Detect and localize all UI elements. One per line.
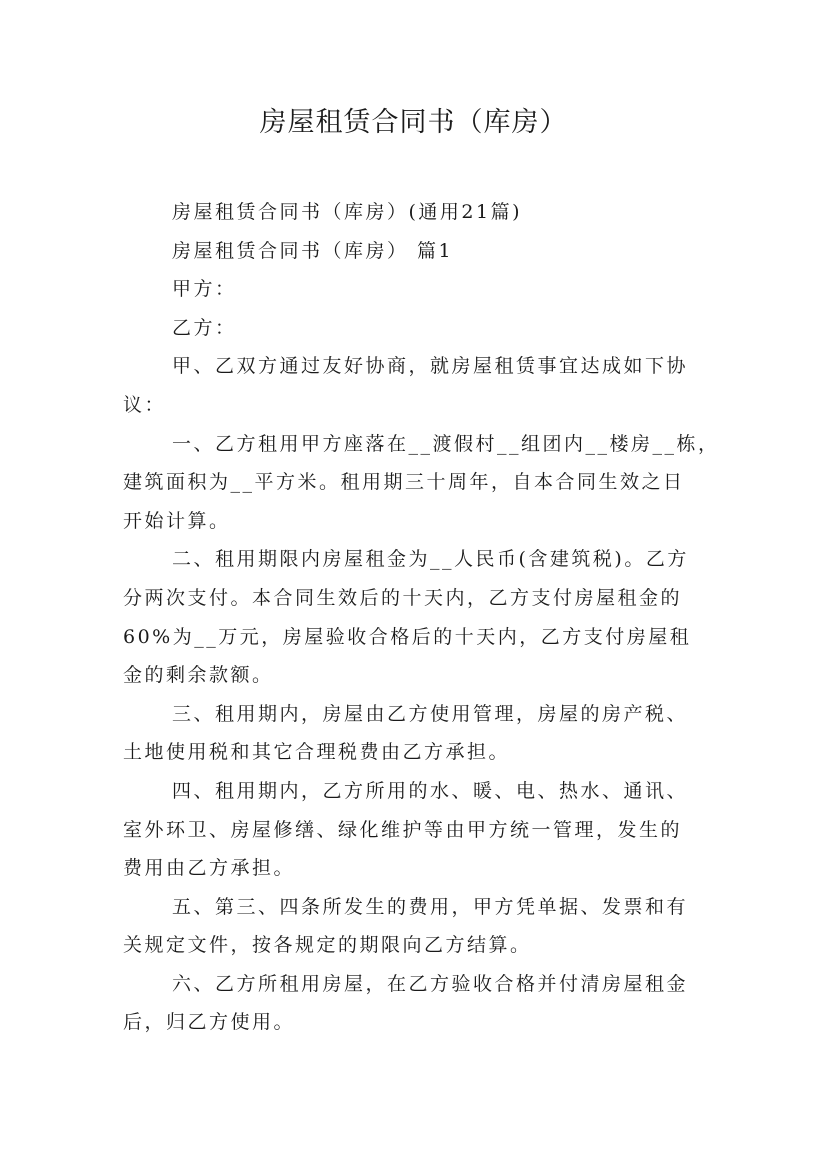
text-line: 后，归乙方使用。 xyxy=(123,1011,296,1034)
text-line: 房屋租赁合同书（库房）(通用21篇) xyxy=(172,201,523,223)
text-line: 二、租用期限内房屋租金为__人民币(含建筑税)。乙方 xyxy=(172,548,689,571)
text-line: 乙方： xyxy=(172,316,237,339)
text-line: 议： xyxy=(123,393,167,416)
text-line: 三、租用期内，房屋由乙方使用管理，房屋的房产税、 xyxy=(172,702,689,725)
text-line: 六、乙方所租用房屋，在乙方验收合格并付清房屋租金 xyxy=(172,972,689,995)
text-line: 建筑面积为__平方米。租用期三十周年，自本合同生效之日 xyxy=(123,471,685,494)
text-line: 土地使用税和其它合理税费由乙方承担。 xyxy=(123,741,511,764)
text-line: 关规定文件，按各规定的期限向乙方结算。 xyxy=(123,934,532,957)
text-line: 分两次支付。本合同生效后的十天内，乙方支付房屋租金的 xyxy=(123,586,683,609)
text-line: 甲、乙双方通过友好协商，就房屋租赁事宜达成如下协 xyxy=(172,355,689,378)
text-line: 60%为__万元，房屋验收合格后的十天内，乙方支付房屋租 xyxy=(123,625,692,648)
text-line: 金的剩余款额。 xyxy=(123,664,274,687)
text-line: 开始计算。 xyxy=(123,509,231,532)
text-line: 室外环卫、房屋修缮、绿化维护等由甲方统一管理，发生的 xyxy=(123,818,683,841)
text-line: 五、第三、四条所发生的费用，甲方凭单据、发票和有 xyxy=(172,895,689,918)
text-line: 一、乙方租用甲方座落在__渡假村__组团内__楼房__栋， xyxy=(172,432,720,455)
text-line: 甲方： xyxy=(172,278,237,301)
document-body xyxy=(123,193,720,1042)
text-line: 四、租用期内，乙方所用的水、暖、电、热水、通讯、 xyxy=(172,779,689,802)
text-line: 费用由乙方承担。 xyxy=(123,857,296,880)
text-line: 房屋租赁合同书（库房） 篇1 xyxy=(172,239,454,262)
document-title: 房屋租赁合同书（库房） xyxy=(259,107,568,138)
